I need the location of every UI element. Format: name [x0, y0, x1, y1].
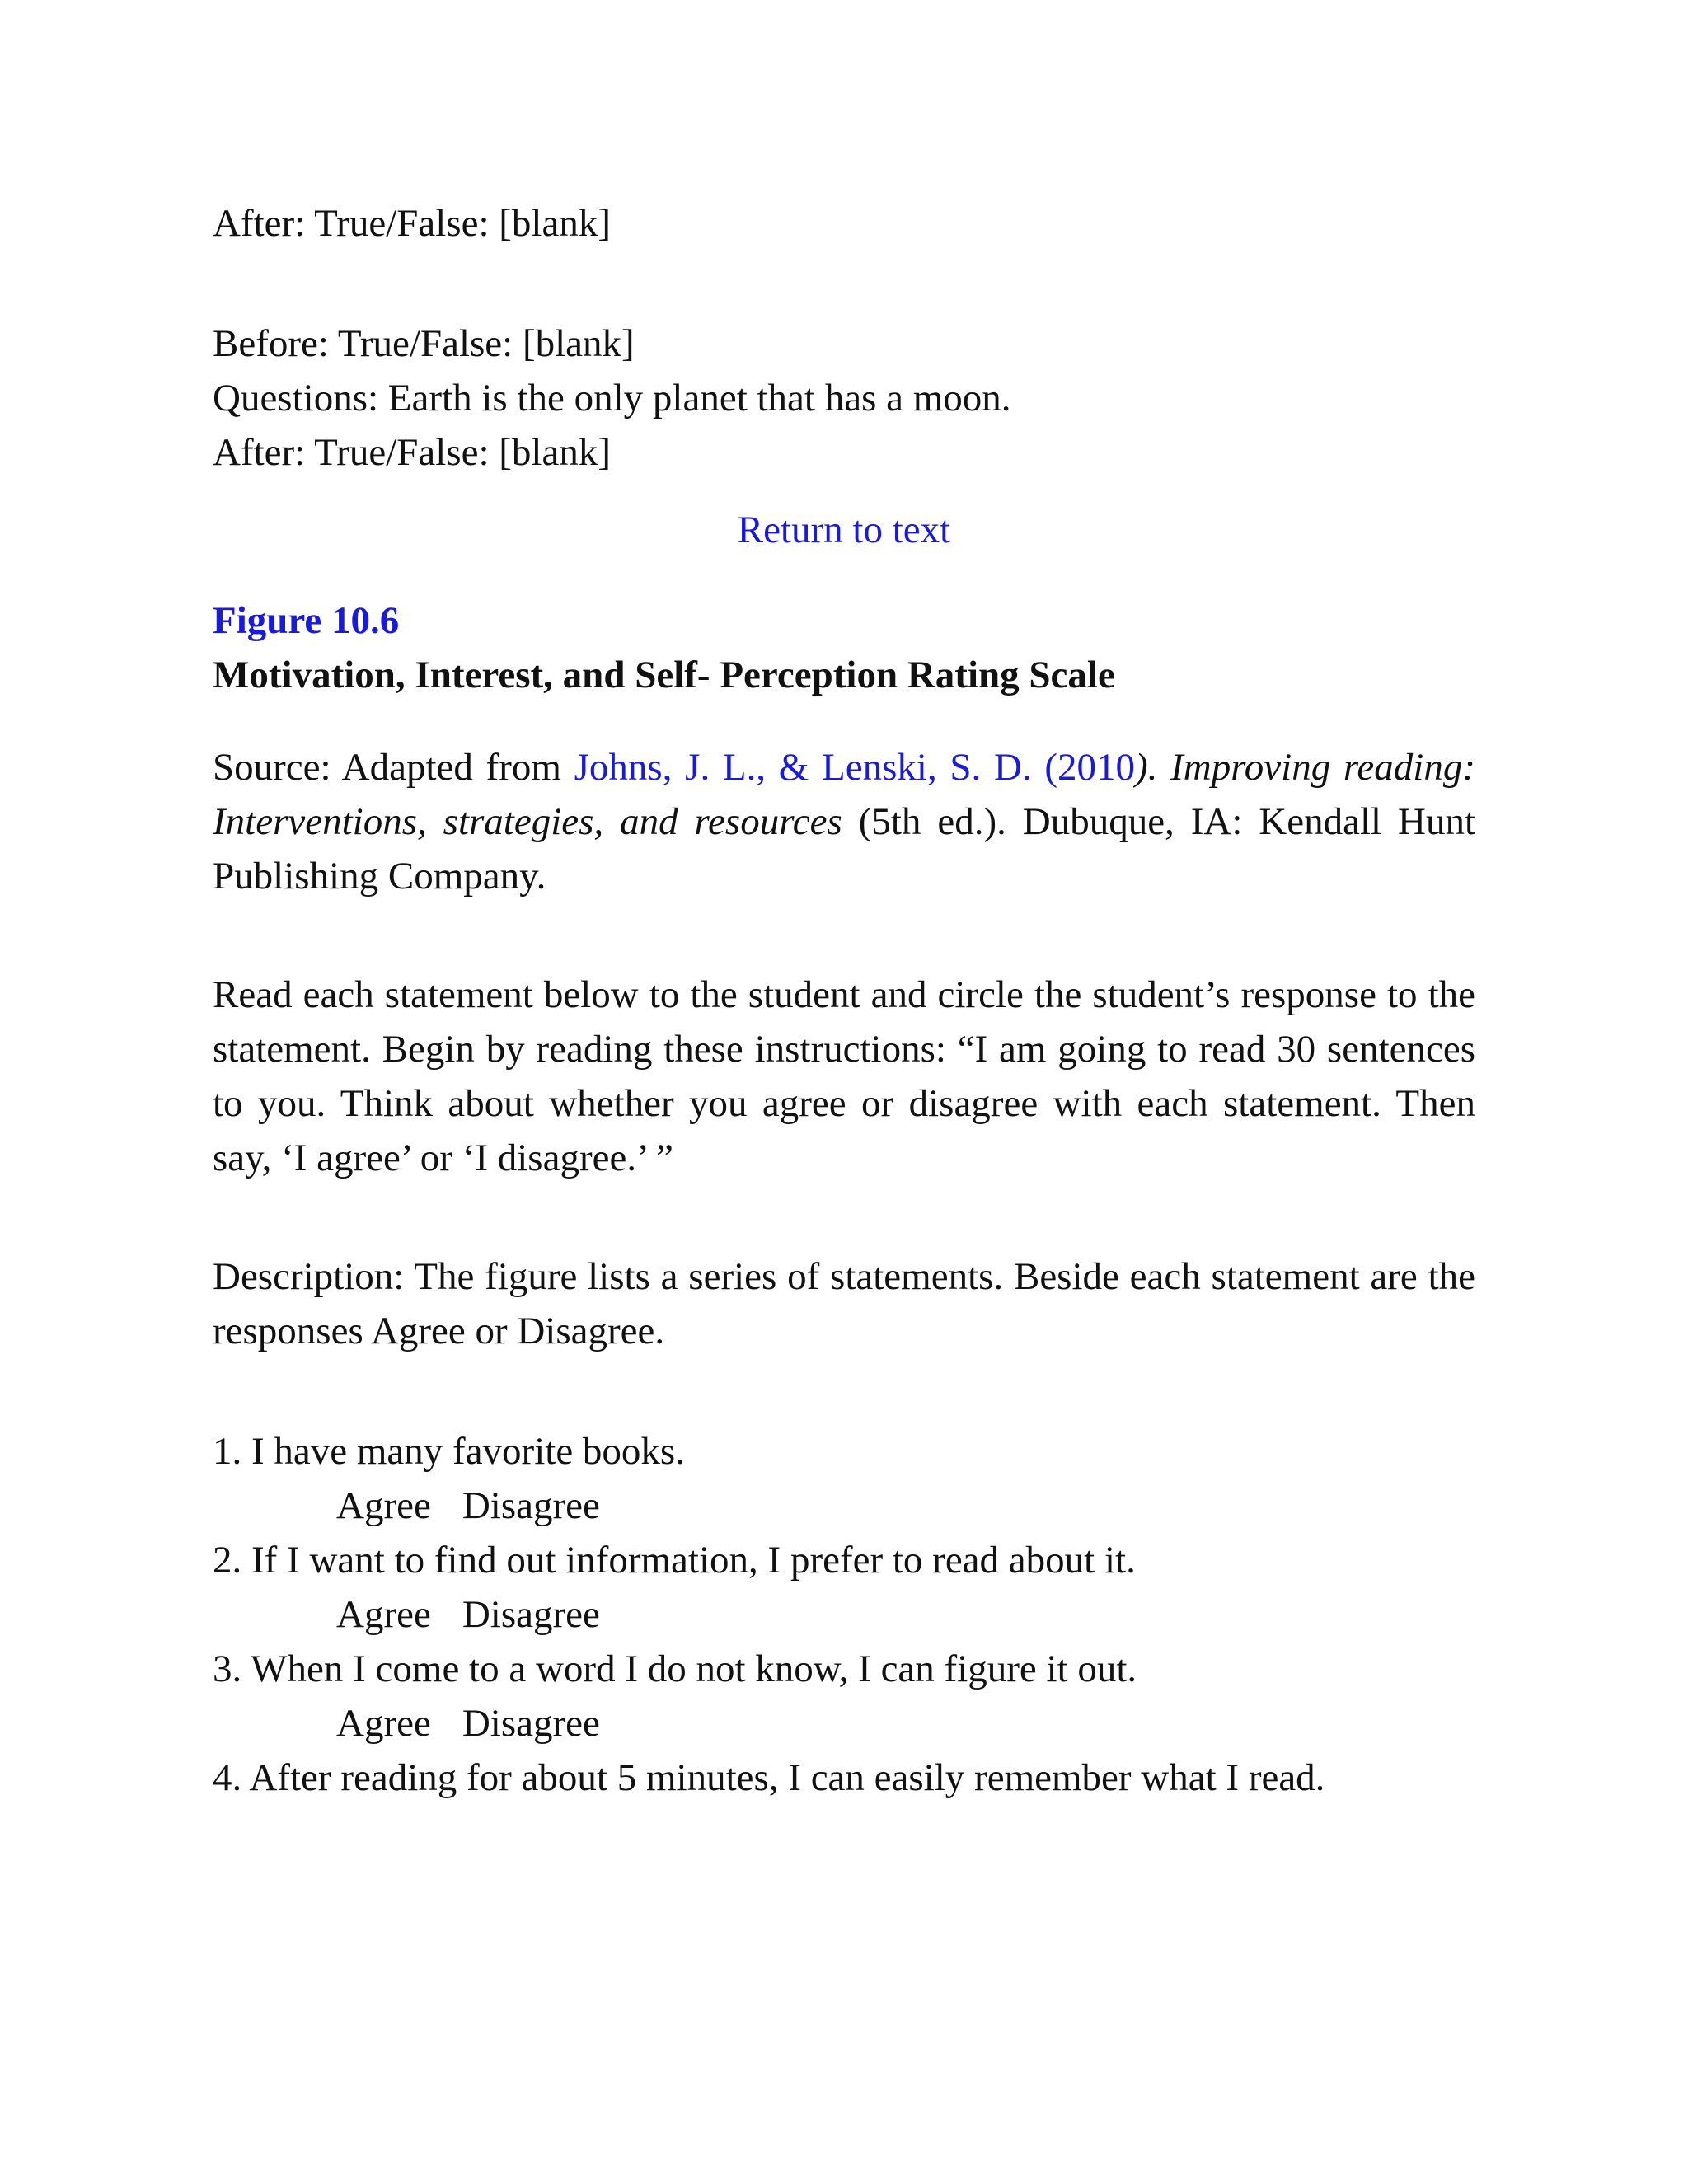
response-options — [213, 1587, 1475, 1642]
list-item: 3. When I come to a word I do not know, I can figure it out. — [213, 1647, 1137, 1690]
figure-title: Motivation, Interest, and Self- Perception Rating Scale — [213, 654, 1115, 696]
disagree-option[interactable]: Disagree — [462, 1484, 600, 1527]
disagree-option[interactable]: Disagree — [462, 1593, 600, 1636]
list-item: 2. If I want to find out information, I prefer to read about it. — [213, 1539, 1136, 1582]
return-to-text-link[interactable]: Return to text — [737, 509, 951, 551]
source-suffix: (5th ed.). Dubuque, IA: Kendall Hunt Publishing Company. — [213, 800, 1475, 898]
figure-label: Figure 10.6 — [213, 599, 400, 642]
source-citation — [213, 740, 1475, 903]
before-line: Before: True/False: [blank] — [213, 322, 635, 365]
response-options — [213, 1479, 1475, 1533]
source-prefix: Source: Adapted from — [213, 746, 574, 789]
citation-link[interactable]: Johns, J. L., & Lenski, S. D. (2010 — [574, 746, 1136, 789]
after-line: After: True/False: [blank] — [213, 431, 611, 474]
description-paragraph: Description: The figure lists a series of statements. Beside each statement are the responses Agree or Disagree. — [213, 1255, 1475, 1352]
agree-option[interactable]: Agree — [336, 1593, 431, 1636]
prev-after-line: After: True/False: [blank] — [213, 202, 611, 245]
statement-list — [213, 1424, 1475, 1805]
citation-space — [1157, 746, 1170, 789]
agree-option[interactable]: Agree — [336, 1484, 431, 1527]
response-options — [213, 1696, 1475, 1750]
disagree-option[interactable]: Disagree — [462, 1702, 600, 1745]
question-line: Questions: Earth is the only planet that has a moon. — [213, 377, 1011, 419]
list-item: 4. After reading for about 5 minutes, I can easily remember what I read. — [213, 1756, 1325, 1799]
list-item: 1. I have many favorite books. — [213, 1430, 685, 1473]
document-page — [213, 196, 1475, 1805]
agree-option[interactable]: Agree — [336, 1702, 431, 1745]
citation-close: ). — [1135, 746, 1158, 789]
instructions-paragraph: Read each statement below to the student and circle the student’s response to the statement. Begin by reading these instructions: “I am going to read 30 sentences to you. Think about whether you agree or disagree with each statement. Then say, ‘I agree’ or ‘I disagree.’ ” — [213, 973, 1475, 1179]
book-title: Improving reading: Interventions, strategies, and resources — [213, 746, 1476, 843]
